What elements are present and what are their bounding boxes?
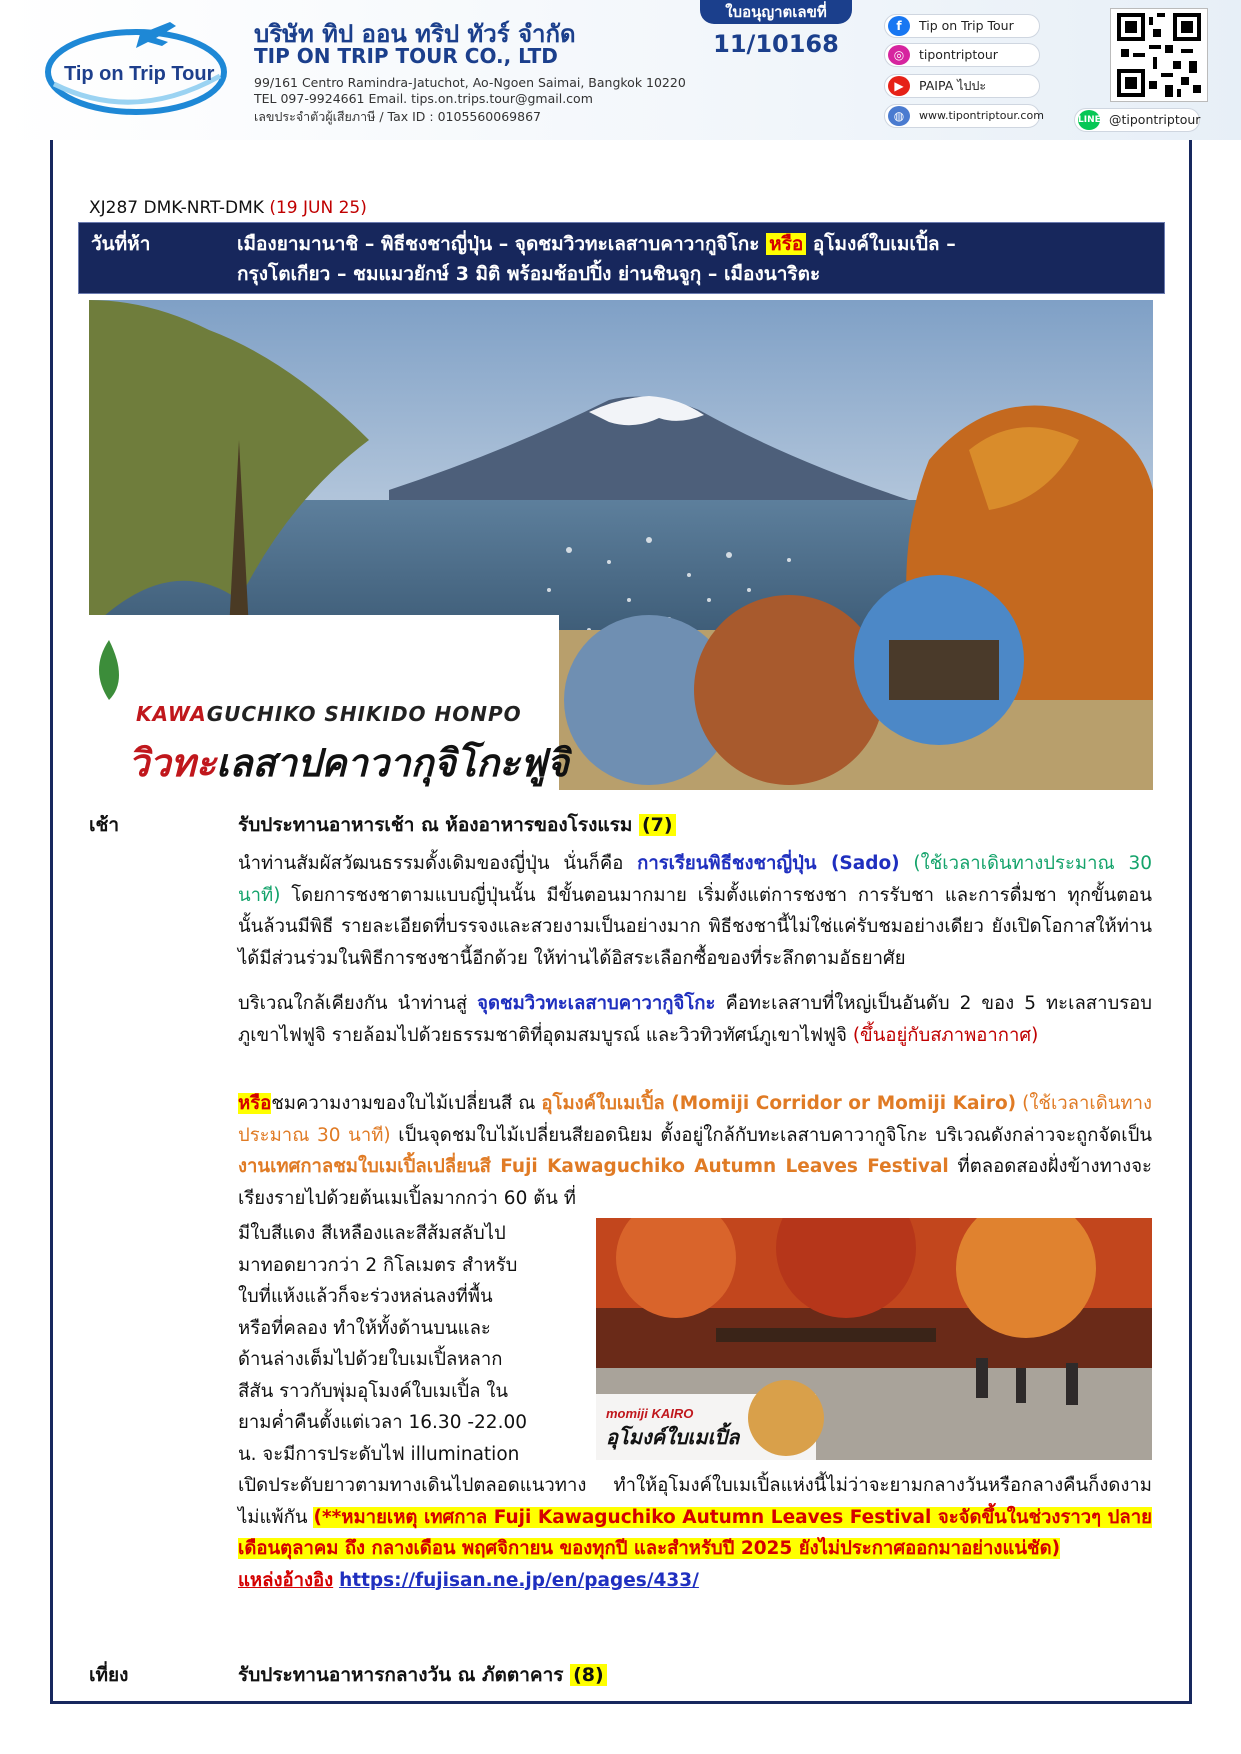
caption-part: GUCHIKO SHIKIDO HONPO — [206, 702, 522, 726]
company-logo — [44, 14, 228, 116]
text-line: ยามค่ำคืนตั้งแต่เวลา 16.30 -22.00 — [238, 1412, 527, 1433]
flight-code: XJ287 DMK-NRT-DMK — [89, 198, 264, 218]
company-address: 99/161 Centro Ramindra-Jatuchot, Ao-Ngoen Saimai, Bangkok 10220 — [254, 75, 686, 90]
travel-time: (ใช้เวลาเดินทางประมาณ 30 นาที) — [238, 853, 1152, 906]
social-label: Tip on Trip Tour — [919, 18, 1014, 33]
text-line: มาทอดยาวกว่า 2 กิโลเมตร สำหรับ — [238, 1254, 518, 1276]
social-youtube[interactable] — [884, 74, 1040, 98]
text-line: หรือที่คลอง ทำให้ทั้งด้านบนและ — [238, 1317, 491, 1339]
meal-number: (8) — [570, 1664, 607, 1686]
lake-viewpoint-paragraph — [238, 988, 1152, 1051]
text: เป็นจุดชมใบไม้เปลี่ยนสียอดนิยม ตั้งอยู่ใกล้กับทะเลสาบคาวากูจิโกะ บริเวณดังกล่าวจะถูกจัดเป็น — [390, 1124, 1152, 1146]
social-instagram[interactable] — [884, 43, 1040, 67]
svg-text:Tip on Trip Tour: Tip on Trip Tour — [64, 63, 215, 85]
festival-highlight: งานเทศกาลชมใบเมเปิ้ลเปลี่ยนสี Fuji Kawaguchiko Autumn Leaves Festival — [238, 1156, 949, 1177]
company-contact: TEL 097-9924661 Email. tips.on.trips.tour@gmail.com — [254, 91, 593, 106]
caption-part: เลสาปคาวากุจิโกะฟูจิ — [216, 741, 569, 785]
slot-morning: เช้า — [89, 814, 120, 836]
caption-part: วิวทะ — [128, 741, 217, 785]
hero-caption-english — [136, 702, 522, 726]
text: เปิดประดับยาวตามทางเดินไปตลอดแนวทาง ทำให้อุโมงค์ใบเมเปิ้ลแห่งนี้ไม่ว่าจะยามกลางวันหรือกลางคืนก็งดงามไม่แพ้กัน — [238, 1475, 1152, 1528]
qr-code[interactable] — [1110, 8, 1208, 102]
maple-corridor-highlight: อุโมงค์ใบเมเปิ้ล (Momiji Corridor or Momiji Kairo) — [541, 1093, 1017, 1114]
meal-text: รับประทานอาหารกลางวัน ณ ภัตตาคาร — [238, 1664, 564, 1686]
momiji-corridor-photo — [596, 1218, 1152, 1460]
text: บริเวณใกล้เคียงกัน นำท่านสู่ — [238, 993, 478, 1014]
text-line: สีสัน ราวกับพุ่มอุโมงค์ใบเมเปิ้ล ใน — [238, 1380, 509, 1402]
caption-part: KAWA — [136, 702, 207, 726]
youtube-icon: ▶ — [888, 76, 910, 96]
text-line: ใบที่แห้งแล้วก็จะร่วงหล่นลงที่พื้น — [238, 1286, 493, 1307]
or-highlight: หรือ — [238, 1093, 272, 1114]
company-name-thai: บริษัท ทิป ออน ทริป ทัวร์ จำกัด — [254, 20, 576, 48]
social-label: tipontriptour — [919, 47, 998, 62]
flight-info — [89, 198, 367, 218]
route-part: กรุงโตเกียว – ชมแมวยักษ์ 3 มิติ พร้อมช้อปปิ้ง ย่านชินจูกุ – เมืองนาริตะ — [237, 263, 821, 285]
text-line: น. จะมีการประดับไฟ illumination — [238, 1443, 520, 1465]
festival-note: (**หมายเหตุ เทศกาล Fuji Kawaguchiko Autumn Leaves Festival จะจัดขึ้นในช่วงราวๆ ปลายเดือนตุลาคม ถึง กลางเดือน พฤศจิกายน ของทุกปี และสำหรับปี 2025 ยังไม่ประกาศออกมาอย่างแน่ชัด) — [238, 1506, 1152, 1559]
text-line: มีใบสีแดง สีเหลืองและสีส้มสลับไป — [238, 1223, 506, 1244]
license-number: 11/10168 — [713, 30, 839, 58]
maple-corridor-paragraph — [238, 1088, 1152, 1214]
travel-time: (ใช้เวลาเดินทางประมาณ 30 นาที) — [238, 1093, 1152, 1146]
website-icon: ◍ — [888, 106, 910, 126]
lake-highlight: จุดชมวิวทะเลสาบคาวากูจิโกะ — [477, 993, 716, 1014]
weather-note: (ขึ้นอยู่กับสภาพอากาศ) — [852, 1024, 1039, 1046]
instagram-icon: ◎ — [888, 45, 910, 65]
social-label: www.tipontriptour.com — [919, 109, 1044, 122]
route-part: อุโมงค์ใบเมเปิ้ล – — [812, 233, 956, 255]
social-label: PAIPA ไปปะ — [919, 78, 987, 93]
illumination-paragraph — [238, 1470, 1152, 1596]
text: นำท่านสัมผัสวัฒนธรรมดั้งเดิมของญี่ปุ่น นั่นก็คือ — [238, 853, 638, 874]
maple-details-column — [238, 1218, 578, 1470]
company-tax-id: เลขประจำตัวผู้เสียภาษี / Tax ID : 0105560069867 — [254, 109, 541, 124]
day-label: วันที่ห้า — [91, 233, 151, 255]
route-or-highlight: หรือ — [766, 233, 806, 255]
social-website[interactable] — [884, 104, 1044, 128]
tea-ceremony-highlight: การเรียนพิธีชงชาญี่ปุ่น (Sado) — [637, 853, 900, 874]
line-icon: LINE — [1078, 110, 1100, 130]
tea-ceremony-paragraph — [238, 848, 1152, 974]
text: คือทะเลสาบที่ใหญ่เป็นอันดับ 2 ของ 5 ทะเลสาบรอบภูเขาไฟฟูจิ รายล้อมไปด้วยธรรมชาติที่อุดมสมบูรณ์ และวิวทิวทัศน์ภูเขาไฟฟูจิ — [238, 993, 1152, 1046]
lunch-description — [238, 1660, 607, 1690]
reference-link[interactable]: https://fujisan.ne.jp/en/pages/433/ — [339, 1569, 699, 1591]
breakfast-description — [238, 810, 676, 840]
slot-noon: เที่ยง — [89, 1664, 129, 1686]
reference-label: แหล่งอ้างอิง — [238, 1569, 334, 1591]
flight-date: (19 JUN 25) — [269, 198, 367, 218]
meal-number: (7) — [639, 814, 676, 836]
photo-caption-english: momiji KAIRO — [606, 1406, 694, 1421]
social-label: @tipontriptour — [1109, 112, 1201, 127]
meal-text: รับประทานอาหารเช้า ณ ห้องอาหารของโรงแรม — [238, 814, 633, 836]
day-route — [237, 229, 1157, 289]
text: ชมความงามของใบไม้เปลี่ยนสี ณ — [271, 1093, 542, 1114]
license-label: ใบอนุญาตเลขที่ — [700, 0, 852, 24]
text: โดยการชงชาตามแบบญี่ปุ่นนั้น มีขั้นตอนมากมาย เริ่มตั้งแต่การชงชา การรับชา และการดื่มชา ทุกขั้นตอน นั้นล้วนมีพิธี รายละเอียดที่บรรจงและสวยงามเป็นอย่างมาก พิธีชงชานี้ไม่ใช่แค่รับชมอย่างเดียว ยังเปิดโอกาสให้ท่านได้มีส่วนร่วมในพิธีการชงชานี้อีกด้วย ให้ท่านได้อิสระเลือกซื้อของที่ระลึกตามอัธยาศัย — [238, 884, 1152, 969]
text-line: ด้านล่างเต็มไปด้วยใบเมเปิ้ลหลาก — [238, 1349, 503, 1370]
company-name-english: TIP ON TRIP TOUR CO., LTD — [254, 44, 558, 68]
social-facebook[interactable] — [884, 14, 1040, 38]
text: ที่ตลอดสองฝั่งข้างทางจะเรียงรายไปด้วยต้นเมเปิ้ลมากกว่า 60 ต้น ที่ — [238, 1156, 1152, 1209]
hero-caption-thai — [128, 732, 569, 793]
photo-caption-thai: อุโมงค์ใบเมเปิ้ล — [606, 1425, 740, 1449]
day-title-band — [78, 222, 1165, 294]
letterhead — [0, 0, 1241, 140]
route-part: เมืองยามานาชิ – พิธีชงชาญี่ปุ่น – จุดชมวิวทะเลสาบคาวากูจิโกะ — [237, 233, 760, 255]
social-line[interactable] — [1074, 108, 1200, 132]
facebook-icon: f — [888, 16, 910, 36]
